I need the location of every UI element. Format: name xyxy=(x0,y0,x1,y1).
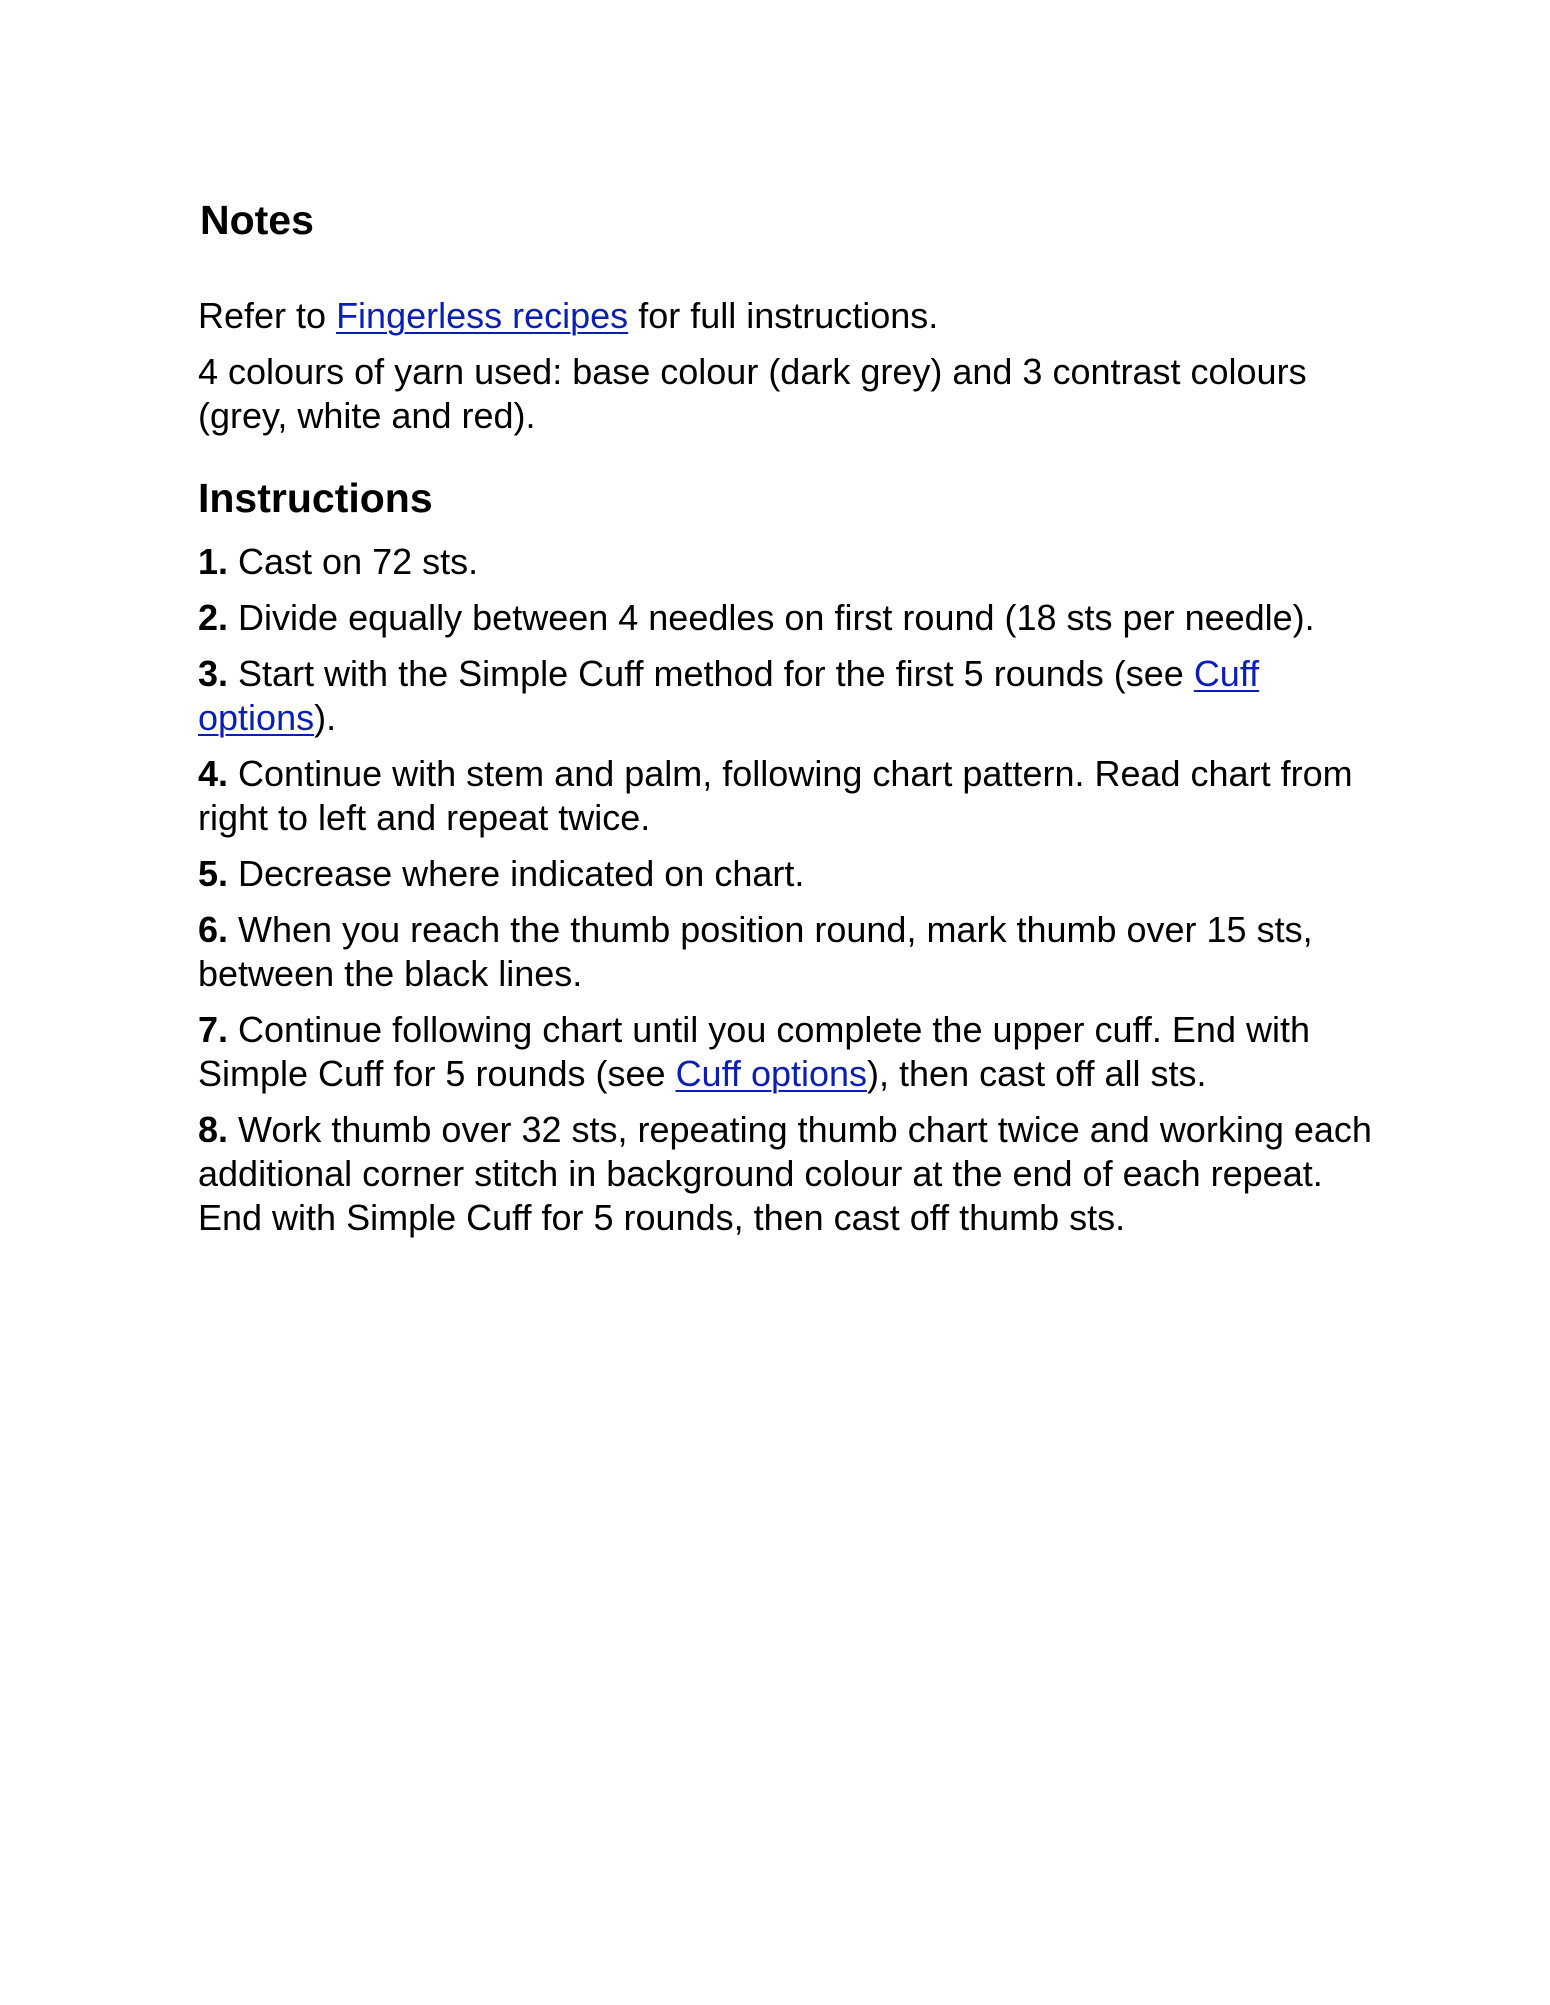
document-body xyxy=(198,196,1378,1252)
step-text: Continue with stem and palm, following chart pattern. Read chart from right to left and repeat twice. xyxy=(198,753,1353,838)
step-1 xyxy=(198,540,1378,584)
refer-paragraph xyxy=(198,294,1378,338)
step-6 xyxy=(198,908,1378,996)
step-text: When you reach the thumb position round, mark thumb over 15 sts, between the black lines. xyxy=(198,909,1313,994)
instructions-heading: Instructions xyxy=(198,475,433,521)
step-3 xyxy=(198,652,1378,740)
step-8 xyxy=(198,1108,1378,1240)
step-text: Start with the Simple Cuff method for the first 5 rounds (see xyxy=(228,653,1194,694)
colours-paragraph: 4 colours of yarn used: base colour (dark grey) and 3 contrast colours (grey, white and red). xyxy=(198,351,1307,436)
step-5 xyxy=(198,852,1378,896)
step-2 xyxy=(198,596,1378,640)
step-7 xyxy=(198,1008,1378,1096)
step-number: 6. xyxy=(198,909,229,950)
step-number: 8. xyxy=(198,1109,229,1150)
step-number: 5. xyxy=(198,853,229,894)
step-number: 1. xyxy=(198,541,229,582)
step-text-after: ), then cast off all sts. xyxy=(867,1053,1207,1094)
cuff-options-link[interactable]: Cuff options xyxy=(198,653,1260,738)
cuff-options-link[interactable]: Cuff options xyxy=(675,1053,868,1094)
step-number: 2. xyxy=(198,597,229,638)
step-text: Continue following chart until you complete the upper cuff. End with Simple Cuff for 5 rounds (see xyxy=(198,1009,1310,1094)
fingerless-recipes-link[interactable]: Fingerless recipes xyxy=(336,295,629,336)
refer-prefix: Refer to xyxy=(198,295,337,336)
step-text: Cast on 72 sts. xyxy=(228,541,479,582)
notes-heading: Notes xyxy=(200,197,314,243)
step-text: Work thumb over 32 sts, repeating thumb chart twice and working each additional corner stitch in background colour at the end of each repeat. End with Simple Cuff for 5 rounds, then cast off thumb sts. xyxy=(198,1109,1372,1238)
step-text: Divide equally between 4 needles on first round (18 sts per needle). xyxy=(228,597,1315,638)
step-number: 4. xyxy=(198,753,229,794)
step-text-after: ). xyxy=(314,697,337,738)
step-4 xyxy=(198,752,1378,840)
step-text: Decrease where indicated on chart. xyxy=(228,853,805,894)
step-number: 3. xyxy=(198,653,229,694)
step-number: 7. xyxy=(198,1009,229,1050)
refer-suffix: for full instructions. xyxy=(628,295,939,336)
